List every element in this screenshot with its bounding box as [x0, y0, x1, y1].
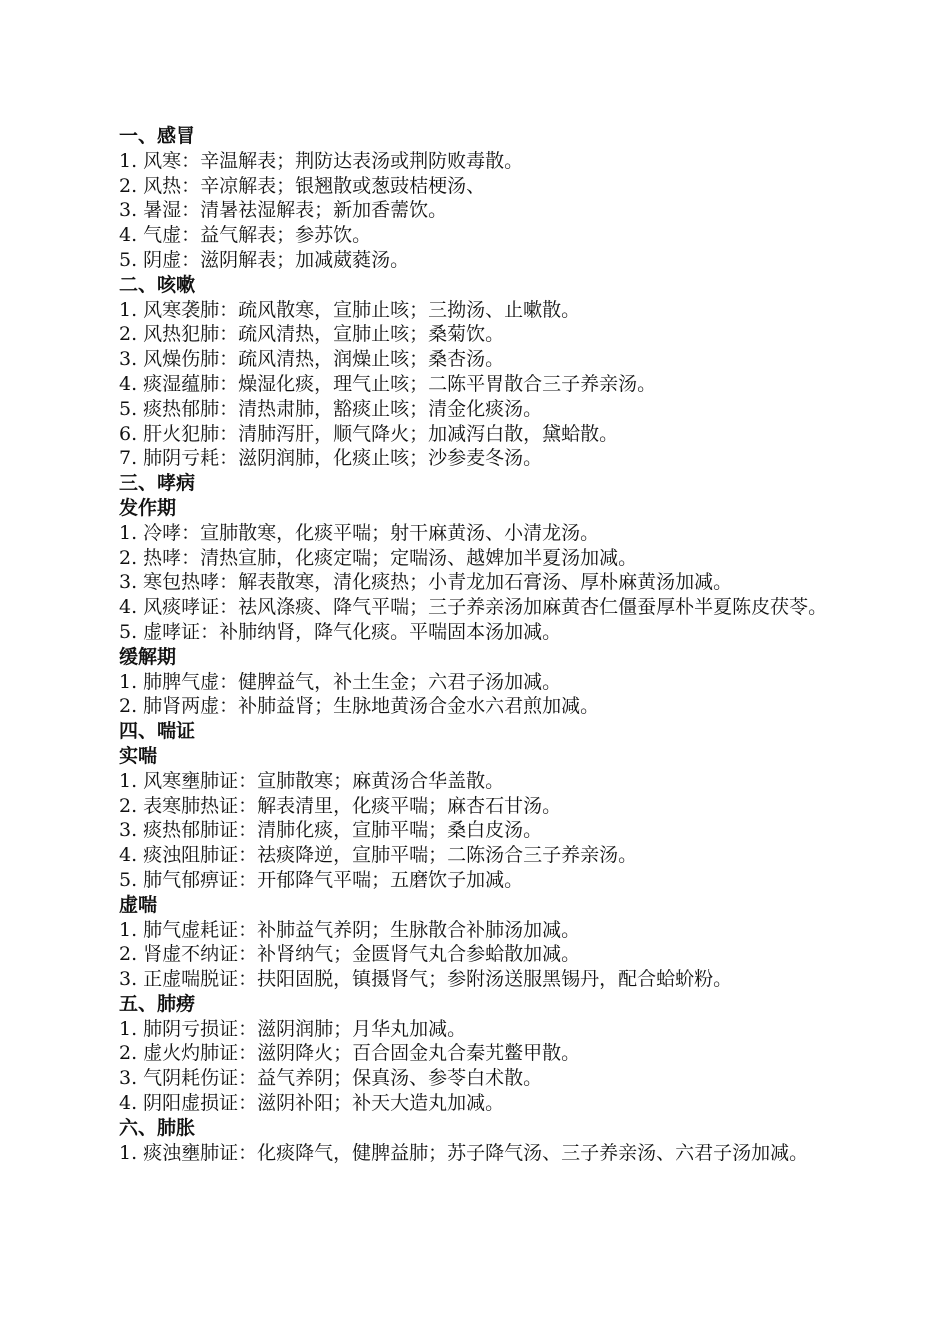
- list-item: 6. 肝火犯肺：清肺泻肝，顺气降火；加减泻白散，黛蛤散。: [119, 422, 619, 445]
- list-item: 3. 痰热郁肺证：清肺化痰，宣肺平喘；桑白皮汤。: [119, 819, 543, 842]
- section-heading-feilao: 五、肺痨: [119, 992, 196, 1015]
- section-heading-feizhang: 六、肺胀: [119, 1116, 196, 1139]
- list-item: 3. 暑湿：清暑祛湿解表；新加香薷饮。: [119, 199, 448, 222]
- list-item: 3. 风燥伤肺：疏风清热，润燥止咳；桑杏汤。: [119, 348, 505, 371]
- list-item: 4. 痰浊阻肺证：祛痰降逆，宣肺平喘；二陈汤合三子养亲汤。: [119, 844, 638, 867]
- list-item: 2. 风热：辛凉解表；银翘散或葱豉桔梗汤、: [119, 174, 486, 197]
- list-item: 4. 风痰哮证：祛风涤痰、降气平喘；三子养亲汤加麻黄杏仁僵蚕厚朴半夏陈皮茯苓。: [119, 596, 828, 619]
- document-page: [88, 124, 868, 1165]
- section-heading-ganmao: 一、感冒: [119, 125, 196, 147]
- list-item: 2. 虚火灼肺证：滋阴降火；百合固金丸合秦艽鳖甲散。: [119, 1042, 581, 1065]
- list-item: 2. 风热犯肺：疏风清热，宣肺止咳；桑菊饮。: [119, 323, 505, 346]
- list-item: 1. 肺气虚耗证：补肺益气养阴；生脉散合补肺汤加减。: [119, 918, 581, 941]
- list-item: 2. 表寒肺热证：解表清里，化痰平喘；麻杏石甘汤。: [119, 794, 562, 817]
- list-item: 1. 风寒壅肺证：宣肺散寒；麻黄汤合华盖散。: [119, 769, 505, 792]
- list-item: 4. 阴阳虚损证：滋阴补阳；补天大造丸加减。: [119, 1092, 505, 1115]
- list-item: 1. 肺脾气虚：健脾益气，补土生金；六君子汤加减。: [119, 670, 562, 693]
- list-item: 3. 寒包热哮：解表散寒，清化痰热；小青龙加石膏汤、厚朴麻黄汤加减。: [119, 571, 733, 594]
- list-item: 4. 气虚：益气解表；参苏饮。: [119, 224, 372, 247]
- list-item: 1. 风寒：辛温解表；荆防达表汤或荆防败毒散。: [119, 149, 524, 172]
- section-heading-chuanzheng: 四、喘证: [119, 720, 196, 743]
- list-item: 2. 肾虚不纳证：补肾纳气；金匮肾气丸合参蛤散加减。: [119, 943, 581, 966]
- list-item: 5. 虚哮证：补肺纳肾，降气化痰。平喘固本汤加减。: [119, 620, 562, 643]
- list-item: 5. 肺气郁痹证：开郁降气平喘；五磨饮子加减。: [119, 868, 524, 891]
- list-item: 1. 肺阴亏损证：滋阴润肺；月华丸加减。: [119, 1017, 467, 1040]
- subheading-fazuoqi: 发作期: [119, 496, 177, 519]
- list-item: 2. 肺肾两虚：补肺益肾；生脉地黄汤合金水六君煎加减。: [119, 695, 600, 718]
- list-item: 1. 痰浊壅肺证：化痰降气，健脾益肺；苏子降气汤、三子养亲汤、六君子汤加减。: [119, 1141, 809, 1164]
- section-heading-kesou: 二、咳嗽: [119, 273, 196, 296]
- section-heading-xiaobing: 三、哮病: [119, 472, 196, 495]
- list-item: 3. 气阴耗伤证：益气养阴；保真汤、参苓白术散。: [119, 1067, 543, 1090]
- list-item: 1. 冷哮：宣肺散寒，化痰平喘；射干麻黄汤、小清龙汤。: [119, 521, 600, 544]
- list-item: 3. 正虚喘脱证：扶阳固脱，镇摄肾气；参附汤送服黑锡丹，配合蛤蚧粉。: [119, 968, 733, 991]
- list-item: 5. 痰热郁肺：清热肃肺，豁痰止咳；清金化痰汤。: [119, 397, 543, 420]
- list-item: 1. 风寒袭肺：疏风散寒，宣肺止咳；三拗汤、止嗽散。: [119, 298, 581, 321]
- subheading-shichuan: 实喘: [119, 744, 158, 767]
- list-item: 5. 阴虚：滋阴解表；加减葳蕤汤。: [119, 248, 410, 271]
- list-item: 7. 肺阴亏耗：滋阴润肺，化痰止咳；沙参麦冬汤。: [119, 447, 543, 470]
- subheading-huanjieqi: 缓解期: [119, 645, 177, 668]
- list-item: 2. 热哮：清热宣肺，化痰定喘；定喘汤、越婢加半夏汤加减。: [119, 546, 638, 569]
- list-item: 4. 痰湿蕴肺：燥湿化痰，理气止咳；二陈平胃散合三子养亲汤。: [119, 372, 657, 395]
- subheading-xuchuan: 虚喘: [119, 893, 158, 916]
